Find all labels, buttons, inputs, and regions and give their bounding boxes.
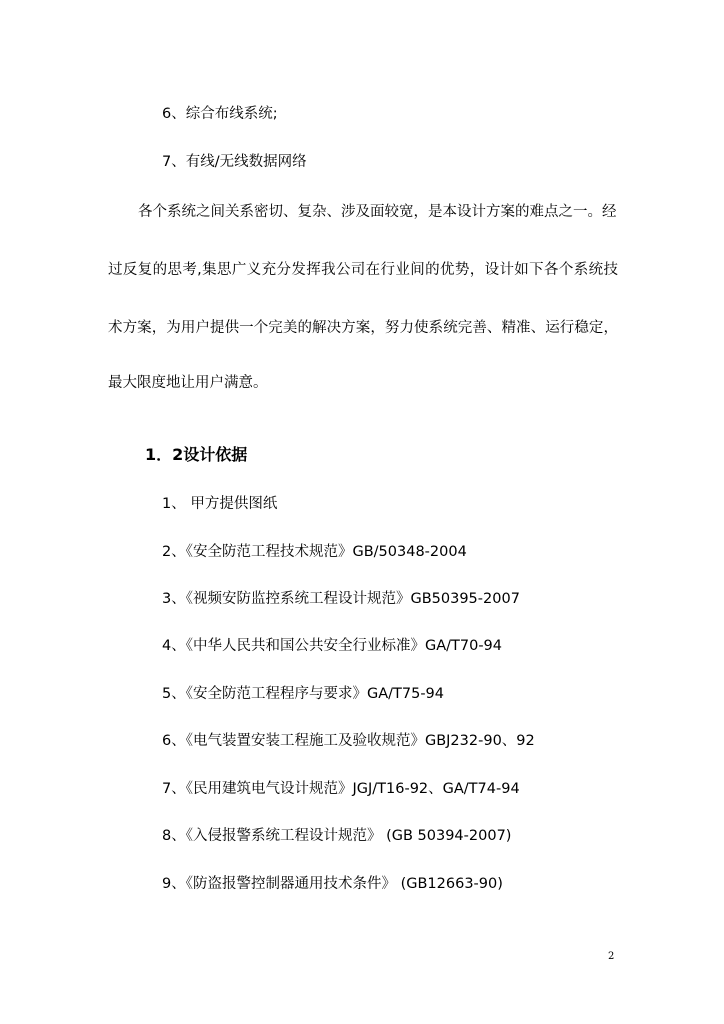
paragraph-line-2: 过反复的思考,集思广义充分发挥我公司在行业间的优势，设计如下各个系统技	[108, 262, 618, 278]
basis-item-3: 3、《视频安防监控系统工程设计规范》GB50395-2007	[162, 591, 520, 607]
basis-item-5: 5、《安全防范工程程序与要求》GA/T75-94	[162, 686, 445, 702]
basis-item-2: 2、《安全防范工程技术规范》GB/50348-2004	[162, 544, 467, 560]
basis-item-1: 1、 甲方提供图纸	[162, 496, 278, 512]
basis-item-6: 6、《电气装置安装工程施工及验收规范》GBJ232-90、92	[162, 733, 535, 749]
section-heading: 1．2设计依据	[145, 445, 248, 464]
basis-item-7: 7、《民用建筑电气设计规范》JGJ/T16-92、GA/T74-94	[162, 781, 520, 797]
intro-item-6: 6、综合布线系统;	[162, 106, 278, 122]
basis-item-9: 9、《防盗报警控制器通用技术条件》 (GB12663-90)	[162, 876, 503, 892]
paragraph-line-3: 术方案，为用户提供一个完美的解决方案，努力使系统完善、精准、运行稳定，	[108, 320, 618, 336]
paragraph-line-1: 各个系统之间关系密切、复杂、涉及面较宽，是本设计方案的难点之一。经	[138, 204, 617, 220]
paragraph-line-4: 最大限度地让用户满意。	[108, 375, 268, 391]
intro-item-7: 7、有线/无线数据网络	[162, 154, 307, 170]
basis-item-4: 4、《中华人民共和国公共安全行业标准》GA/T70-94	[162, 638, 503, 654]
page-number: 2	[608, 951, 615, 962]
basis-item-8: 8、《入侵报警系统工程设计规范》 (GB 50394-2007)	[162, 828, 512, 844]
